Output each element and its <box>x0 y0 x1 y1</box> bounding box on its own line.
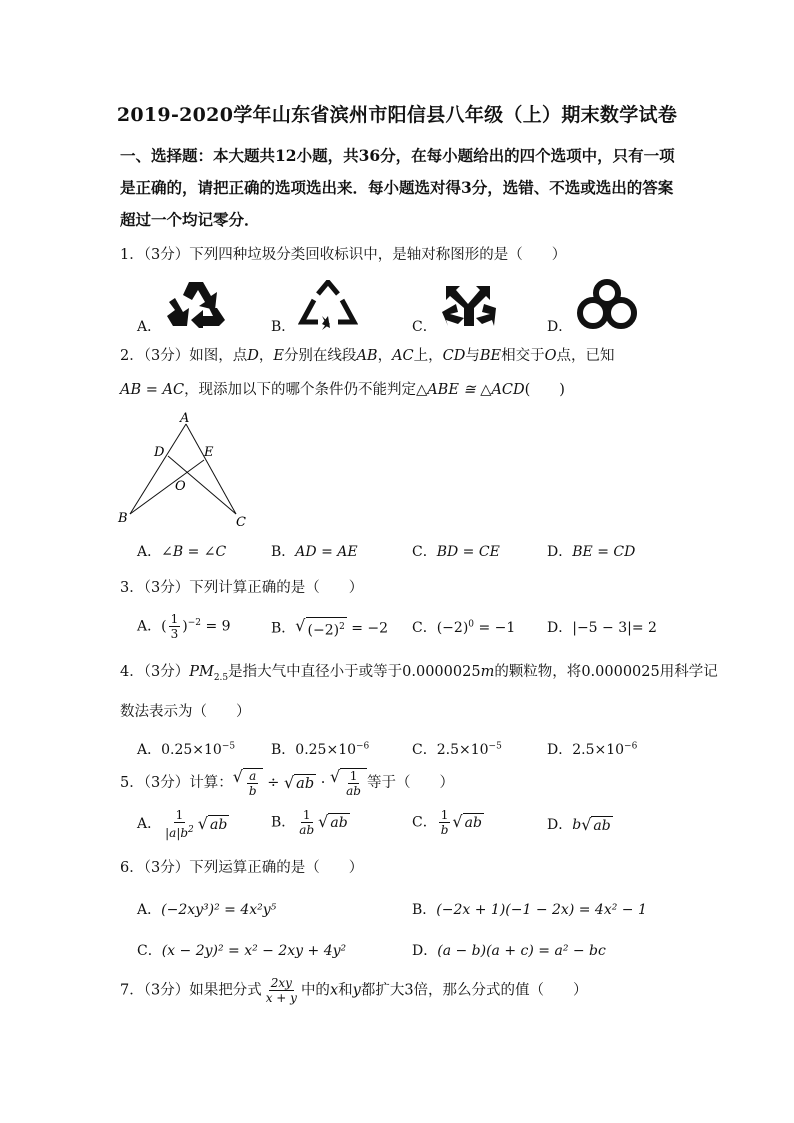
question-5-stem: 5．（3分）计算： √ $\frac{a}{b}$ ÷ √ ab · √ $\frac{1}{ab}$ 等于（ ） <box>120 767 454 798</box>
q1-option-d-label: D． <box>547 319 573 335</box>
q6-option-a: A．(−2xy³)² = 4x²y⁵ <box>137 902 277 918</box>
q2-option-b: B．AD = AE <box>271 544 358 560</box>
question-4-line-1: 4．（3分）$PM_{2.5}$是指大气中直径小于或等于0.0000025m的颗粒物，将0.0000025用科学记 <box>120 664 718 683</box>
q3-option-b: B． √ $(-2)^2$ = −2 <box>271 616 389 639</box>
figure-label-e: E <box>204 445 214 460</box>
figure-label-c: C <box>236 515 246 530</box>
triangle-arrows-icon <box>298 280 358 330</box>
q1-option-c-label: C． <box>412 319 437 335</box>
q6-option-b: B．(−2x + 1)(−1 − 2x) = 4x² − 1 <box>412 902 647 918</box>
q4-option-d: D．$2.5\times 10^{-6}$ <box>547 741 638 758</box>
question-2-line-2: AB = AC，现添加以下的哪个条件仍不能判定△ABE ≅ △ACD( ) <box>120 382 565 398</box>
q5-option-b: B． $\frac{1}{ab}$ √ ab <box>271 808 348 837</box>
figure-label-b: B <box>118 511 128 526</box>
figure-label-d: D <box>154 445 165 460</box>
q4-option-a: A．$0.25\times 10^{-5}$ <box>137 741 236 758</box>
question-6-stem: 6．（3分）下列运算正确的是（ ） <box>120 860 364 876</box>
q3-option-d: D．|−5 − 3|= 2 <box>547 620 657 636</box>
q3-option-c: C．$(-2)^0 = -1$ <box>412 619 516 636</box>
page-title: 2019-2020学年山东省滨州市阳信县八年级（上）期末数学试卷 <box>116 104 678 126</box>
question-7-stem: 7．（3分）如果把分式 $\frac{2xy}{x + y}$ 中的x和y都扩大3倍，那么分式的值（ ） <box>120 976 588 1005</box>
q1-option-a-label: A． <box>137 319 162 335</box>
section-instructions: 一、选择题：本大题共12小题，共36分，在每小题给出的四个选项中，只有一项是正确的，请把正确的选项选出来．每小题选对得3分，选错、不选或选出的答案超过一个均记零分． <box>120 146 675 229</box>
q5-option-c: C． $\frac{1}{b}$ √ ab <box>412 808 482 837</box>
question-3-stem: 3．（3分）下列计算正确的是（ ） <box>120 580 364 596</box>
q5-option-d: D．b √ ab <box>547 814 611 834</box>
q5-option-a: A． $\frac{1}{|a|b^2}$ √ ab <box>137 808 228 840</box>
q2-option-c: C．BD = CE <box>412 544 500 560</box>
question-2-line-1: 2．（3分）如图，点D，E分别在线段AB，AC上，CD与BE相交于O点，已知 <box>120 348 615 364</box>
q1-option-b-label: B． <box>271 319 296 335</box>
question-4-line-2: 数法表示为（ ） <box>120 704 251 720</box>
figure-label-o: O <box>175 479 186 494</box>
q6-option-c: C．(x − 2y)² = x² − 2xy + 4y² <box>137 943 347 959</box>
figure-label-a: A <box>180 411 190 426</box>
q2-option-a: A．∠B = ∠C <box>137 544 227 560</box>
three-circles-icon <box>574 278 640 330</box>
q6-option-d: D．(a − b)(a + c) = a² − bc <box>412 943 606 959</box>
q4-option-b: B．$0.25\times 10^{-6}$ <box>271 741 370 758</box>
q3-option-a: A．( $\frac{1}{3}$ )$^{-2}$ = 9 <box>137 612 231 641</box>
fork-arrows-icon <box>440 282 500 328</box>
q2-option-d: D．BE = CD <box>547 544 636 560</box>
question-1-stem: 1．（3分）下列四种垃圾分类回收标识中，是轴对称图形的是（ ） <box>120 247 567 263</box>
q4-option-c: C．$2.5\times 10^{-5}$ <box>412 741 502 758</box>
recycle-arrows-icon <box>165 280 227 328</box>
triangle-figure <box>112 410 262 532</box>
